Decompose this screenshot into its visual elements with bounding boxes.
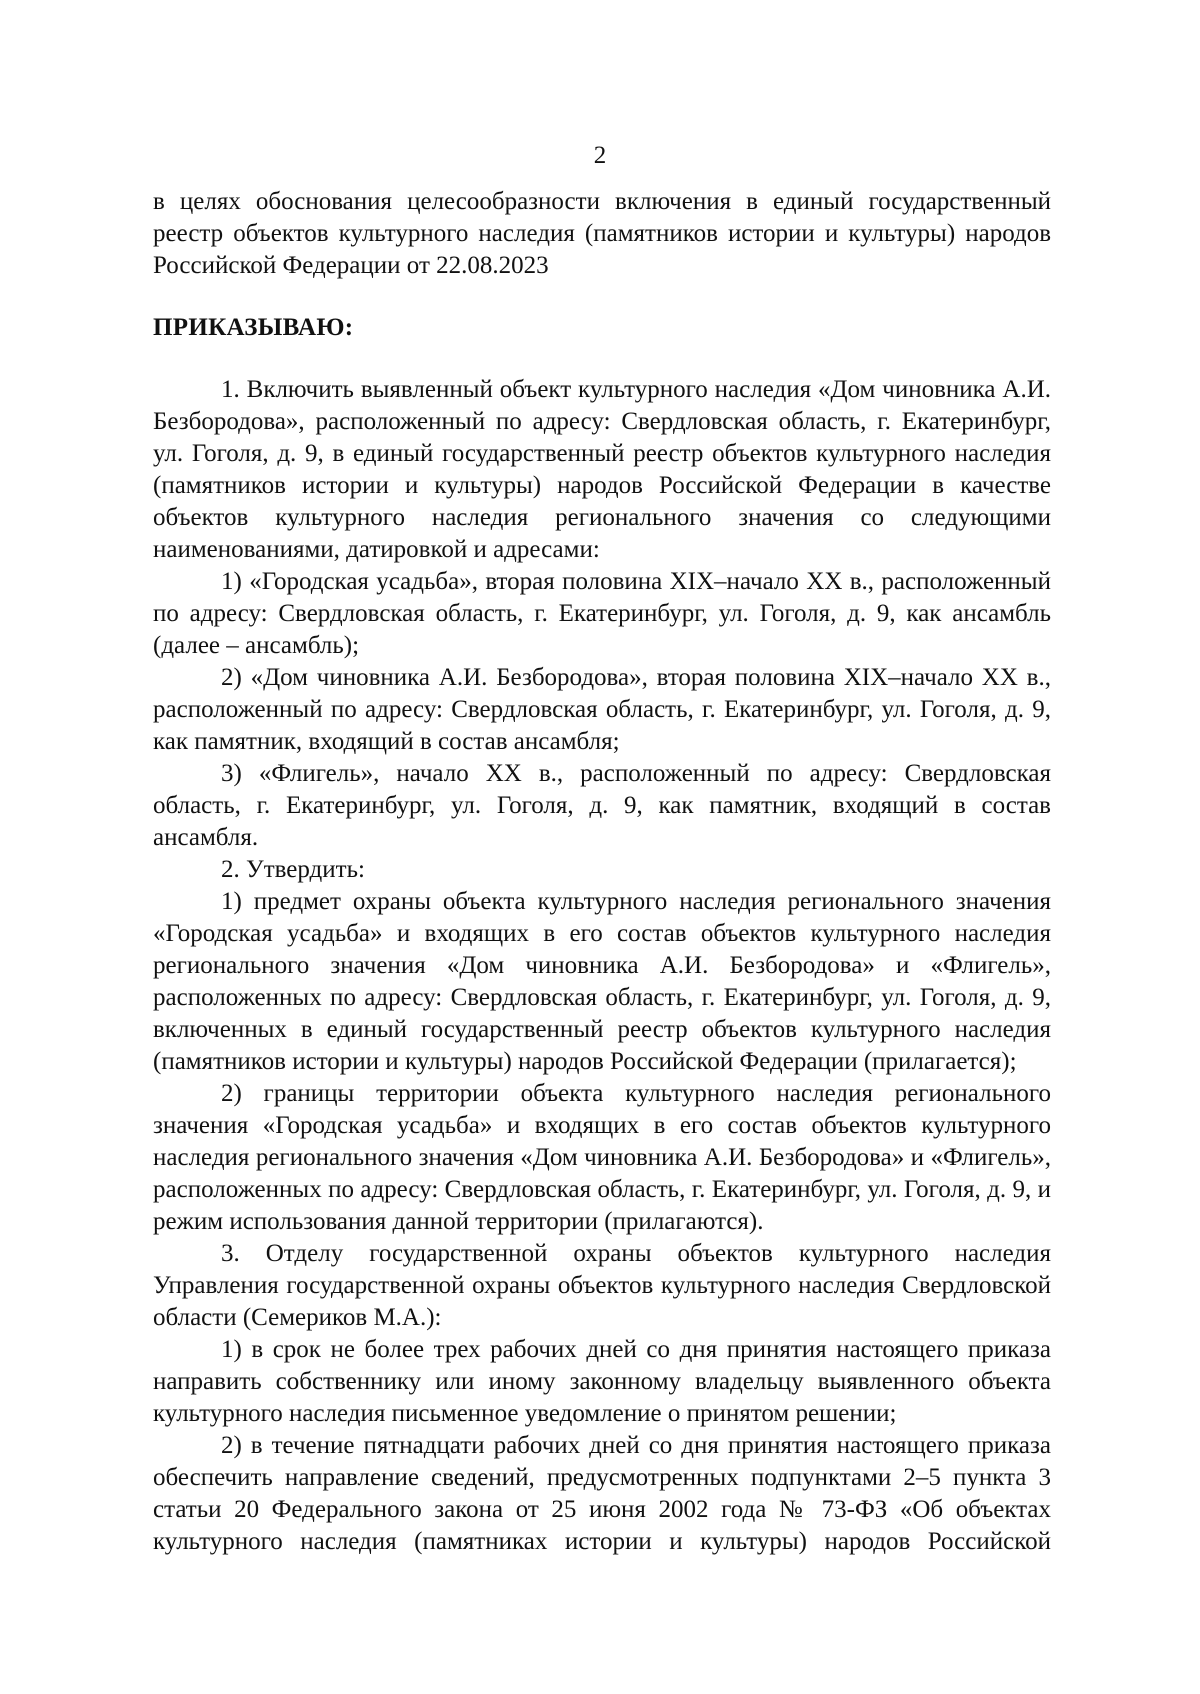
paragraph-1-2: 2) «Дом чиновника А.И. Безбородова», вторая половина XIX–начало XX в., расположенный по адресу: Свердловская область, г. Екатеринбург, ул. Гоголя, д. 9, как памятник, входящий в состав ансамбля; [153,664,1051,755]
order-heading: ПРИКАЗЫВАЮ: [153,314,354,341]
paragraph-2: 2. Утвердить: [221,856,365,883]
paragraph-3: 3. Отделу государственной охраны объектов культурного наследия Управления государственной охраны объектов культурного наследия Свердловской области (Семериков М.А.): [153,1240,1051,1331]
paragraph-1: 1. Включить выявленный объект культурного наследия «Дом чиновника А.И. Безбородова», расположенный по адресу: Свердловская область, г. Екатеринбург, ул. Гоголя, д. 9, в единый государственный реестр объектов культурного наследия (памятников истории и культуры) народов Российской Федерации в качестве объектов культурного наследия регионального значения со следующими наименованиями, датировкой и адресами: [153,376,1051,563]
intro-paragraph: в целях обоснования целесообразности включения в единый государственный реестр объектов культурного наследия (памятников истории и культуры) народов Российской Федерации от 22.08.2023 [153,188,1051,279]
page-number: 2 [593,142,607,169]
paragraph-3-1: 1) в срок не более трех рабочих дней со дня принятия настоящего приказа направить собственнику или иному законному владельцу выявленного объекта культурного наследия письменное уведомление о принятом решении; [153,1336,1051,1427]
paragraph-2-2: 2) границы территории объекта культурного наследия регионального значения «Городская усадьба» и входящих в его состав объектов культурного наследия регионального значения «Дом чиновника А.И. Безбородова» и «Флигель», расположенных по адресу: Свердловская область, г. Екатеринбург, ул. Гоголя, д. 9, и режим использования данной территории (прилагаются). [153,1080,1051,1235]
paragraph-1-1: 1) «Городская усадьба», вторая половина XIX–начало XX в., расположенный по адресу: Свердловская область, г. Екатеринбург, ул. Гоголя, д. 9, как ансамбль (далее – ансамбль); [153,568,1051,659]
paragraph-2-1: 1) предмет охраны объекта культурного наследия регионального значения «Городская усадьба» и входящих в его состав объектов культурного наследия регионального значения «Дом чиновника А.И. Безбородова» и «Флигель», расположенных по адресу: Свердловская область, г. Екатеринбург, ул. Гоголя, д. 9, включенных в единый государственный реестр объектов культурного наследия (памятников истории и культуры) народов Российской Федерации (прилагается); [153,888,1051,1075]
paragraph-3-2: 2) в течение пятнадцати рабочих дней со дня принятия настоящего приказа обеспечить направление сведений, предусмотренных подпунктами 2–5 пункта 3 статьи 20 Федерального закона от 25 июня 2002 года № 73-ФЗ «Об объектах культурного наследия (памятниках истории и культуры) народов Российской [153,1432,1051,1555]
paragraph-1-3: 3) «Флигель», начало XX в., расположенный по адресу: Свердловская область, г. Екатеринбург, ул. Гоголя, д. 9, как памятник, входящий в состав ансамбля. [153,760,1051,851]
document-body [153,186,1051,1558]
